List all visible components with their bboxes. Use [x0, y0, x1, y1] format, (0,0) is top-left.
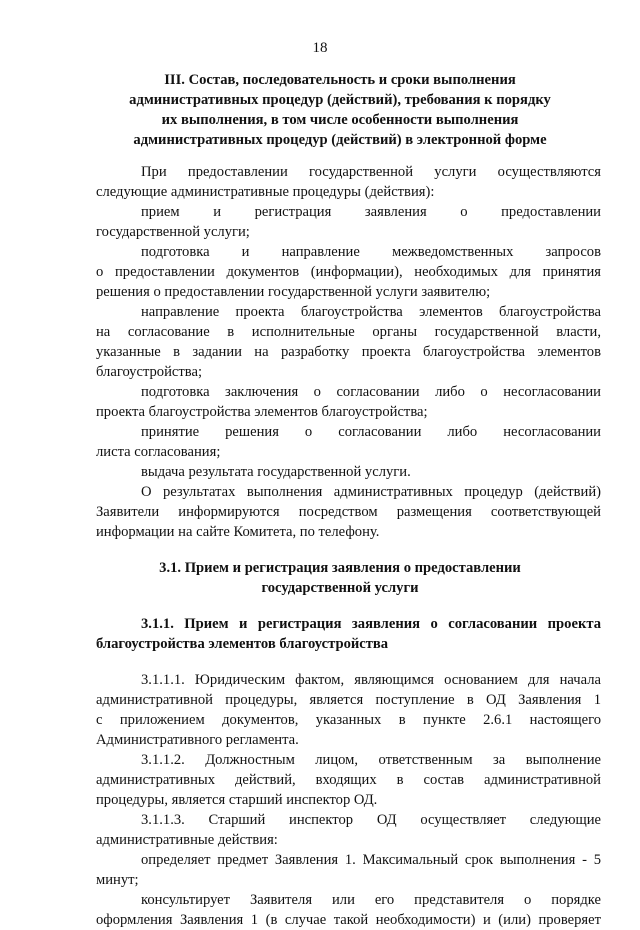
body-line: направление проекта благоустройства элементов благоустройства [141, 304, 601, 320]
body-line: минут; [96, 872, 139, 888]
body-line: консультирует Заявителя или его представителя о порядке [141, 892, 601, 908]
body-line: решения о предоставлении государственной услуги заявителю; [96, 284, 491, 300]
body-line: 3.1.1.3. Старший инспектор ОД осуществляет следующие [141, 812, 601, 828]
subsection-heading-line: 3.1. Прием и регистрация заявления о предоставлении [159, 560, 521, 576]
body-line: выдача результата государственной услуги. [141, 464, 411, 480]
body-line: указанные в задании на разработку проекта благоустройства элементов [96, 344, 601, 360]
body-line: проекта благоустройства элементов благоустройства; [96, 404, 428, 420]
body-line: При предоставлении государственной услуги осуществляются [141, 164, 601, 180]
body-line: оформления Заявления 1 (в случае такой необходимости) и (или) проверяет [96, 912, 601, 928]
body-line: благоустройства; [96, 364, 203, 380]
body-line: прием и регистрация заявления о предоставлении [141, 204, 601, 220]
subsection-heading-line: государственной услуги [261, 580, 419, 596]
body-line: следующие административные процедуры (действия): [96, 184, 435, 200]
section-heading-line: III. Состав, последовательность и сроки выполнения [164, 72, 516, 88]
body-line: информации на сайте Комитета, по телефону. [96, 524, 380, 540]
page-number: 18 [312, 40, 328, 56]
body-line: подготовка заключения о согласовании либо о несогласовании [141, 384, 601, 400]
section-heading-line: их выполнения, в том числе особенности выполнения [161, 112, 519, 128]
body-line: с приложением документов, указанных в пункте 2.6.1 настоящего [96, 712, 601, 728]
section-heading-line: административных процедур (действий) в электронной форме [133, 132, 547, 148]
body-line: процедуры, является старший инспектор ОД. [96, 792, 378, 808]
body-line: административные действия: [96, 832, 278, 848]
body-line: о предоставлении документов (информации), необходимых для принятия [96, 264, 601, 280]
section-heading-line: административных процедур (действий), требования к порядку [129, 92, 551, 108]
subsubsection-heading-line: благоустройства элементов благоустройства [96, 636, 389, 652]
body-line: принятие решения о согласовании либо несогласовании [141, 424, 601, 440]
body-line: Административного регламента. [96, 732, 299, 748]
body-line: листа согласования; [96, 444, 221, 460]
body-line: Заявители информируются посредством размещения соответствующей [96, 504, 601, 520]
body-line: государственной услуги; [96, 224, 250, 240]
body-line: 3.1.1.2. Должностным лицом, ответственным за выполнение [141, 752, 601, 768]
body-line: административных действий, входящих в состав административной [96, 772, 601, 788]
body-line: определяет предмет Заявления 1. Максимальный срок выполнения - 5 [141, 852, 601, 868]
body-line: административной процедуры, является поступление в ОД Заявления 1 [96, 692, 601, 708]
body-line: 3.1.1.1. Юридическим фактом, являющимся основанием для начала [141, 672, 601, 688]
subsubsection-heading-line: 3.1.1. Прием и регистрация заявления о согласовании проекта [141, 616, 601, 632]
body-line: подготовка и направление межведомственных запросов [141, 244, 601, 260]
body-line: О результатах выполнения административных процедур (действий) [141, 484, 601, 500]
body-line: на согласование в исполнительные органы государственной власти, [96, 324, 601, 340]
